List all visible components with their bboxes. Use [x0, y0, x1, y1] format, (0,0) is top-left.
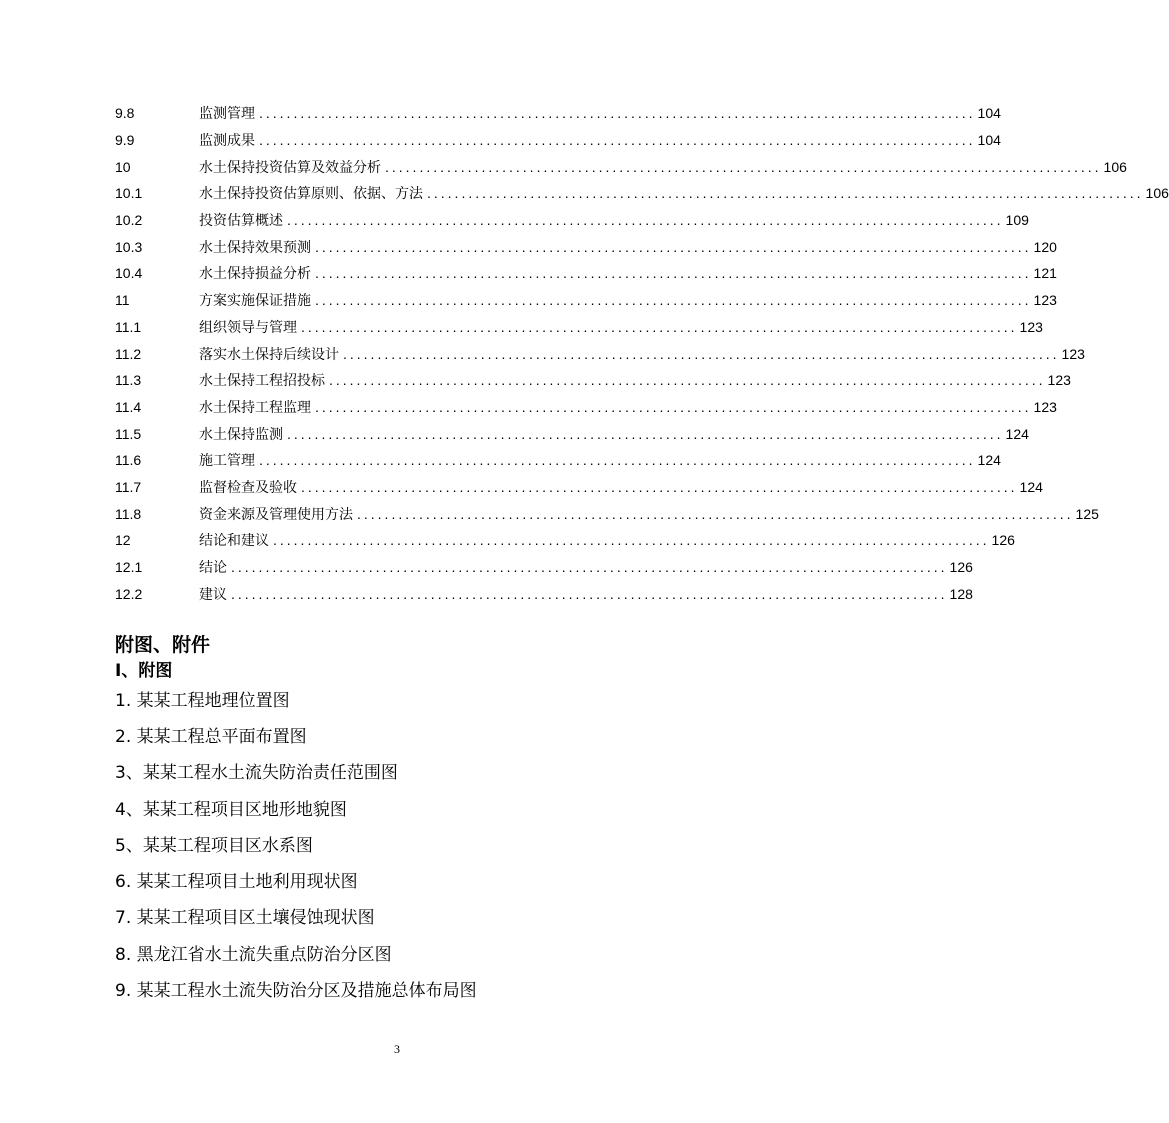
toc-page: 123 [1033, 292, 1057, 309]
toc-title: 资金来源及管理使用方法 [199, 506, 353, 523]
toc-page: 124 [1005, 425, 1029, 442]
toc-title: 施工管理 [199, 453, 255, 470]
toc-page: 106 [1145, 185, 1169, 202]
toc-number: 11.1 [115, 318, 142, 335]
toc-entry[interactable] [115, 447, 1001, 474]
toc-entry[interactable] [115, 500, 1099, 527]
toc-number: 11.7 [115, 478, 142, 495]
toc-leader: ........................................................................................................ [357, 505, 1074, 522]
toc-leader: ........................................................................................................ [315, 398, 1032, 415]
toc-title: 组织领导与管理 [199, 319, 297, 336]
toc-page: 104 [977, 132, 1001, 149]
table-of-contents [115, 100, 1169, 607]
toc-number: 11.8 [115, 505, 142, 522]
toc-title: 投资估算概述 [199, 213, 283, 230]
toc-number: 12 [115, 532, 131, 549]
toc-number: 12.1 [115, 559, 143, 576]
toc-entry[interactable] [115, 367, 1071, 394]
toc-title: 水土保持损益分析 [199, 266, 311, 283]
toc-leader: ........................................................................................................ [287, 212, 1004, 229]
toc-number: 10 [115, 158, 131, 175]
toc-page: 128 [949, 585, 973, 602]
toc-title: 监测管理 [199, 106, 255, 123]
toc-entry[interactable] [115, 340, 1085, 367]
toc-leader: ........................................................................................................ [259, 105, 976, 122]
toc-title: 监测成果 [199, 133, 255, 150]
toc-title: 建议 [199, 586, 227, 603]
figure-item[interactable]: 2. 某某工程总平面布置图 [115, 726, 307, 747]
figure-item[interactable]: 8. 黑龙江省水土流失重点防治分区图 [115, 944, 392, 965]
figure-item[interactable]: 3、某某工程水土流失防治责任范围图 [115, 763, 398, 784]
toc-number: 11.4 [115, 398, 142, 415]
toc-page: 126 [991, 532, 1015, 549]
toc-entry[interactable] [115, 314, 1043, 341]
toc-title: 水土保持工程招投标 [199, 373, 325, 390]
toc-leader: ........................................................................................................ [315, 292, 1032, 309]
toc-entry[interactable] [115, 260, 1057, 287]
toc-entry[interactable] [115, 394, 1057, 421]
toc-number: 11.6 [115, 452, 142, 469]
figure-item[interactable]: 7. 某某工程项目区土壤侵蚀现状图 [115, 908, 375, 929]
toc-number: 9.9 [115, 132, 135, 149]
toc-page: 124 [1019, 478, 1043, 495]
figures-subheading: I、附图 [115, 661, 173, 681]
toc-number: 11.3 [115, 372, 142, 389]
toc-title: 结论 [199, 560, 227, 577]
toc-title: 水土保持效果预测 [199, 239, 311, 256]
toc-leader: ........................................................................................................ [301, 318, 1018, 335]
toc-leader: ........................................................................................................ [287, 425, 1004, 442]
toc-entry[interactable] [115, 127, 1001, 154]
toc-number: 11.2 [115, 345, 142, 362]
toc-title: 水土保持监测 [199, 426, 283, 443]
toc-entry[interactable] [115, 420, 1029, 447]
toc-leader: ........................................................................................................ [231, 585, 948, 602]
toc-number: 10.3 [115, 238, 143, 255]
figure-item[interactable]: 6. 某某工程项目土地利用现状图 [115, 872, 358, 893]
toc-leader: ........................................................................................................ [315, 238, 1032, 255]
toc-entry[interactable] [115, 180, 1169, 207]
toc-page: 104 [977, 105, 1001, 122]
toc-title: 水土保持投资估算原则、依据、方法 [199, 186, 423, 203]
toc-number: 11 [115, 292, 130, 309]
figure-item[interactable]: 9. 某某工程水土流失防治分区及措施总体布局图 [115, 981, 477, 1002]
toc-page: 120 [1033, 238, 1057, 255]
toc-entry[interactable] [115, 233, 1057, 260]
toc-leader: ........................................................................................................ [301, 478, 1018, 495]
toc-leader: ........................................................................................................ [343, 345, 1060, 362]
toc-number: 10.2 [115, 212, 143, 229]
toc-leader: ........................................................................................................ [315, 265, 1032, 282]
toc-title: 结论和建议 [199, 533, 269, 550]
toc-page: 106 [1103, 158, 1127, 175]
figure-item[interactable]: 1. 某某工程地理位置图 [115, 690, 290, 711]
toc-entry[interactable] [115, 153, 1127, 180]
toc-number: 12.2 [115, 585, 143, 602]
toc-entry[interactable] [115, 287, 1057, 314]
toc-entry[interactable] [115, 100, 1001, 127]
toc-page: 123 [1061, 345, 1085, 362]
toc-entry[interactable] [115, 554, 973, 581]
toc-title: 水土保持工程监理 [199, 399, 311, 416]
toc-leader: ........................................................................................................ [329, 372, 1046, 389]
toc-title: 落实水土保持后续设计 [199, 346, 339, 363]
toc-title: 方案实施保证措施 [199, 293, 311, 310]
toc-page: 123 [1047, 372, 1071, 389]
toc-leader: ........................................................................................................ [427, 185, 1144, 202]
toc-entry[interactable] [115, 207, 1029, 234]
figure-list [115, 680, 477, 1007]
toc-number: 10.1 [115, 185, 143, 202]
figure-item[interactable]: 5、某某工程项目区水系图 [115, 835, 313, 856]
toc-leader: ........................................................................................................ [259, 132, 976, 149]
toc-page: 121 [1033, 265, 1057, 282]
toc-page: 109 [1005, 212, 1029, 229]
toc-entry[interactable] [115, 527, 1015, 554]
toc-page: 124 [977, 452, 1001, 469]
toc-page: 126 [949, 559, 973, 576]
figure-item[interactable]: 4、某某工程项目区地形地貌图 [115, 799, 347, 820]
toc-title: 监督检查及验收 [199, 479, 297, 496]
toc-page: 125 [1075, 505, 1099, 522]
appendix-heading: 附图、附件 [115, 634, 211, 656]
toc-title: 水土保持投资估算及效益分析 [199, 159, 381, 176]
toc-leader: ........................................................................................................ [259, 452, 976, 469]
toc-leader: ........................................................................................................ [385, 158, 1102, 175]
page-number: 3 [394, 1042, 400, 1056]
toc-entry[interactable] [115, 474, 1043, 501]
toc-page: 123 [1019, 318, 1043, 335]
toc-entry[interactable] [115, 580, 973, 607]
toc-leader: ........................................................................................................ [231, 559, 948, 576]
toc-leader: ........................................................................................................ [273, 532, 990, 549]
toc-page: 123 [1033, 398, 1057, 415]
toc-number: 10.4 [115, 265, 143, 282]
toc-number: 9.8 [115, 105, 135, 122]
toc-number: 11.5 [115, 425, 142, 442]
